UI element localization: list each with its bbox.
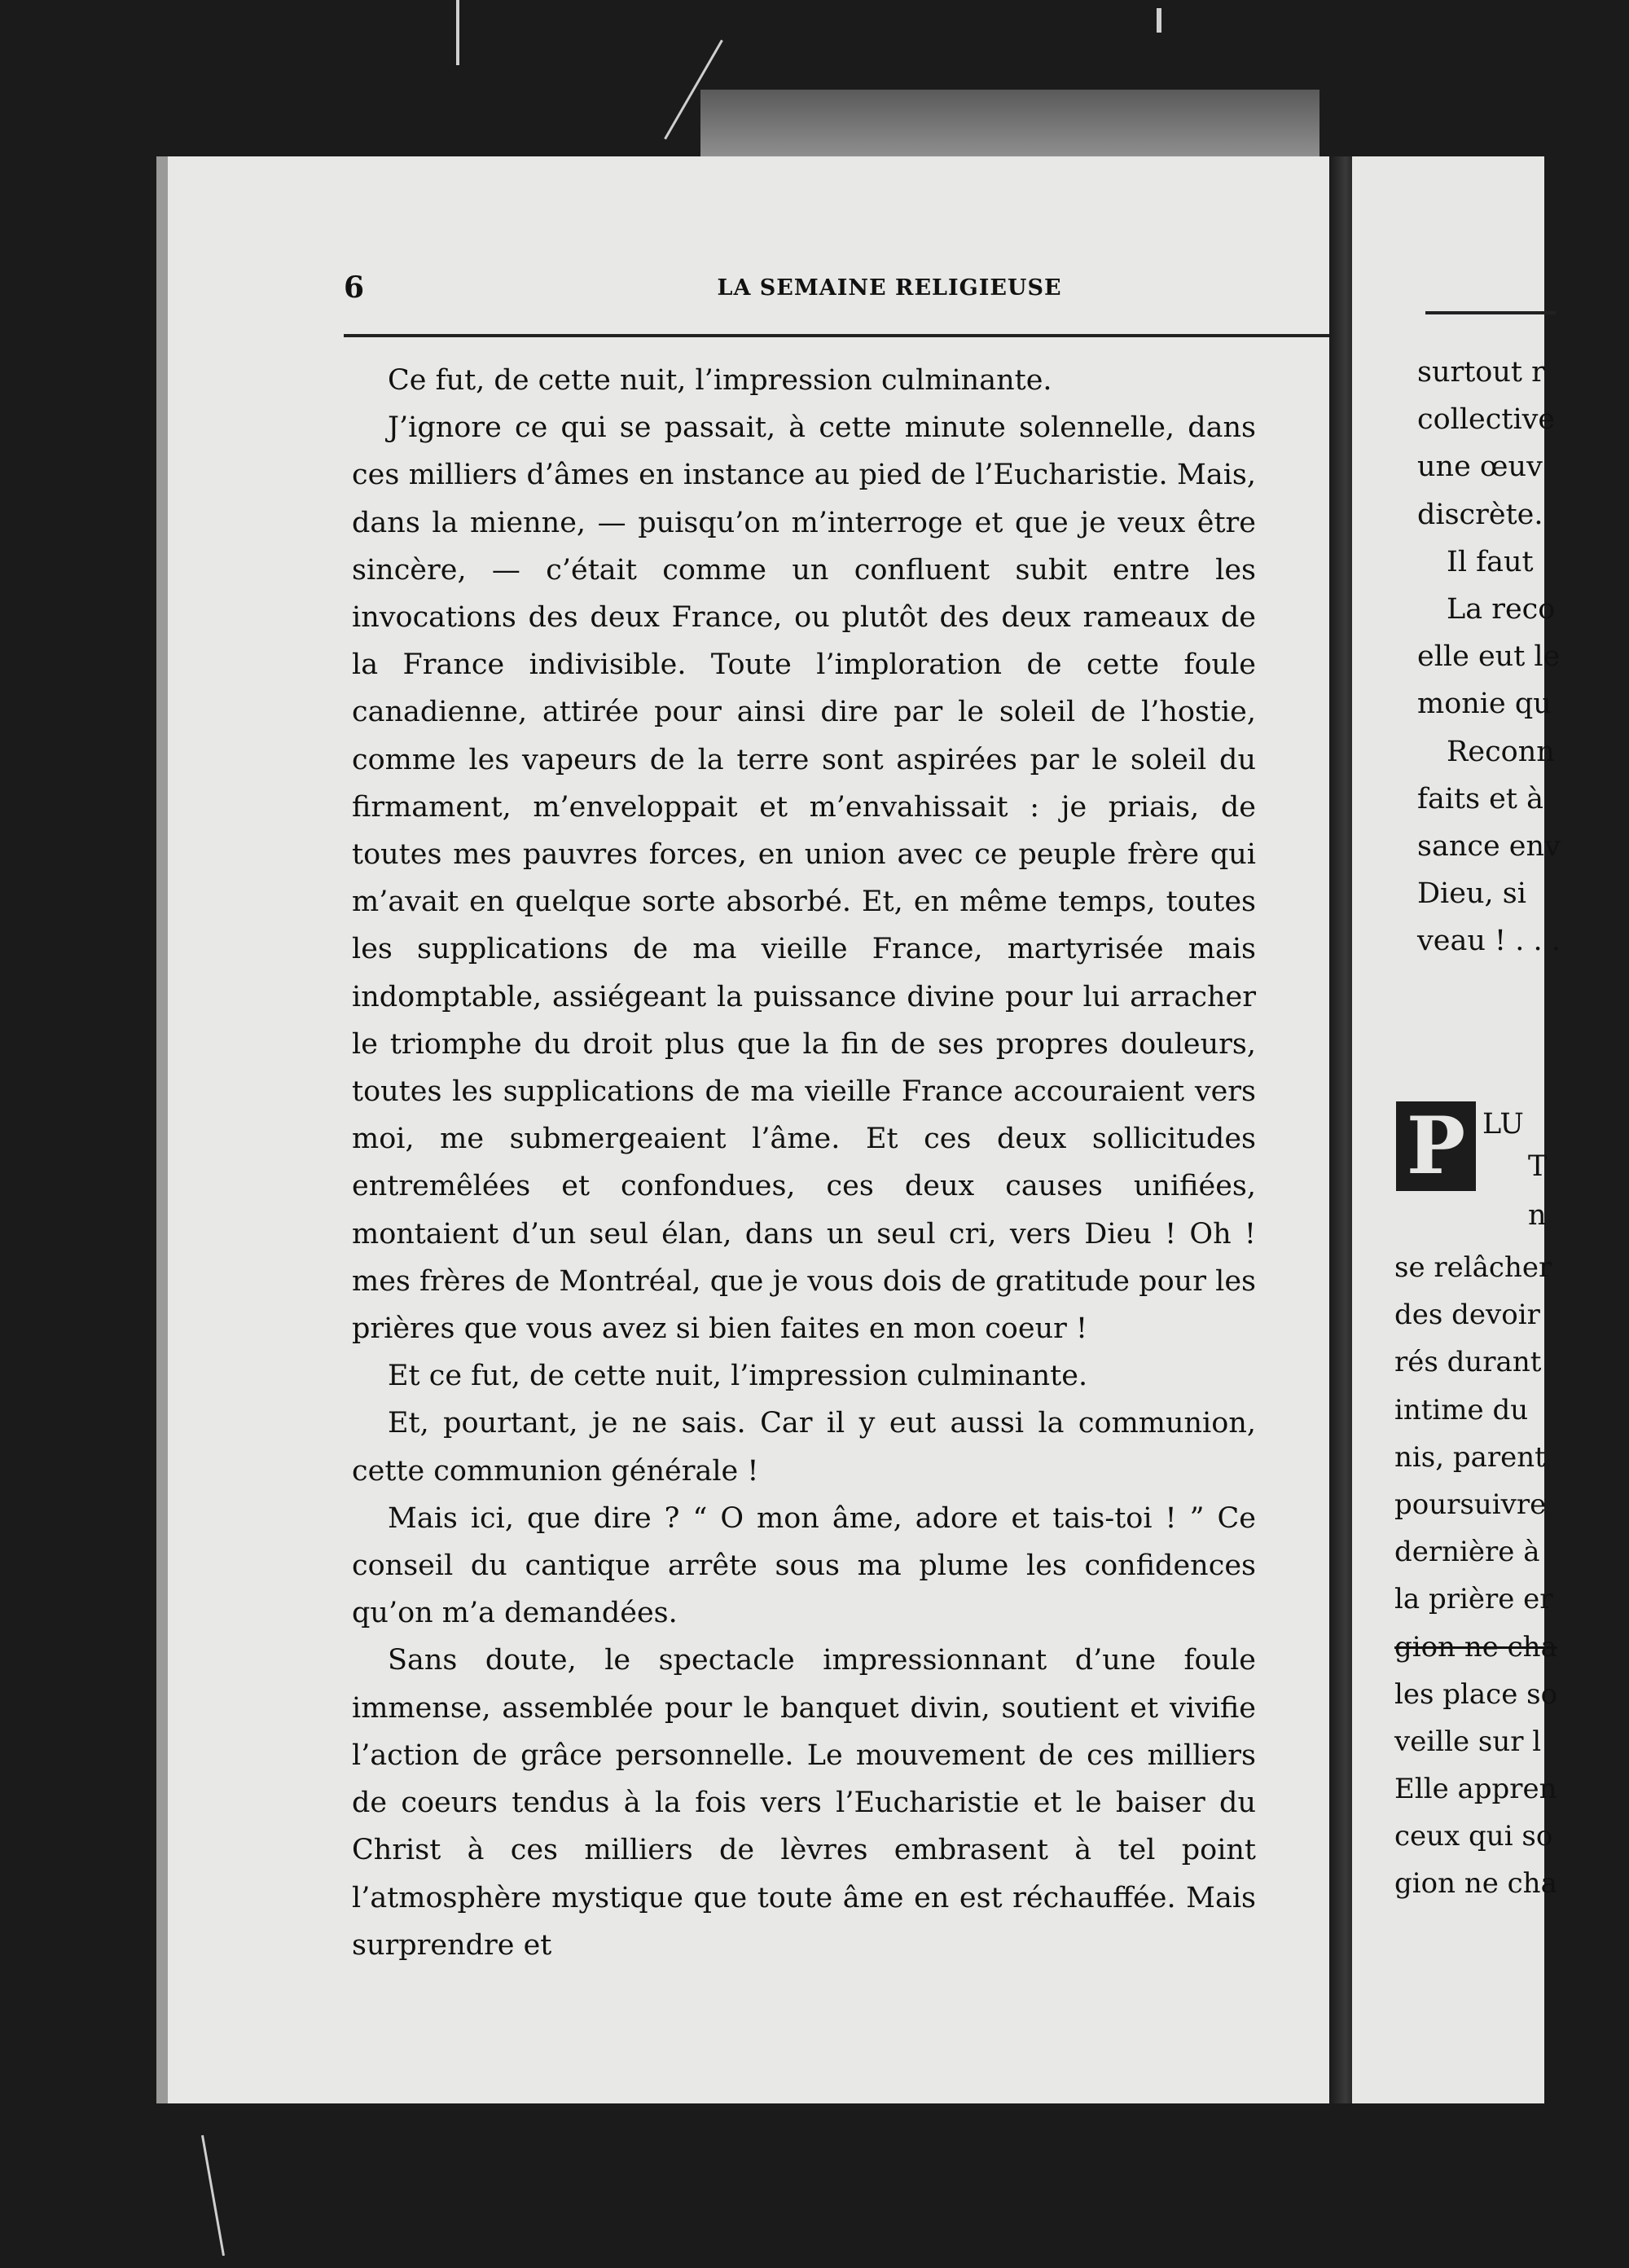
drop-cap-continuation: LU — [1482, 1108, 1524, 1141]
text-line: veille sur l — [1394, 1725, 1542, 1758]
page-header — [344, 270, 1403, 319]
text-line: discrète. — [1417, 498, 1543, 531]
drop-cap: P — [1396, 1101, 1476, 1191]
right-text-bottom — [1394, 1244, 1606, 1908]
text-line: gion ne cha — [1394, 1630, 1557, 1664]
film-scratch — [456, 0, 459, 65]
right-page — [1352, 156, 1561, 2103]
film-scratch — [201, 2135, 225, 2256]
text-line: elle eut le — [1417, 640, 1561, 674]
header-rule — [1425, 311, 1556, 314]
film-scratch — [1157, 8, 1161, 33]
text-line: La reco — [1447, 592, 1556, 626]
text-line: se relâcher — [1394, 1251, 1552, 1284]
text-line: surtout r — [1417, 356, 1545, 389]
body-text — [352, 357, 1256, 1969]
text-line: une œuv — [1417, 451, 1543, 484]
paragraph: Sans doute, le spectacle impressionnant d’une foule immense, assemblée pour le banquet divin, soutient et vivifie l’action de grâce personnelle. Le mouvement de ces milliers de coeurs tendus à la fois vers l’Eucharistie et le baiser du Christ à ces milliers de lèvres embrasent à tel point l’atmosphère mystique que toute âme en est réchauffée. Mais surprendre et — [352, 1644, 1256, 1962]
text-line: les place so — [1394, 1677, 1558, 1711]
text-line: dernière à — [1394, 1536, 1540, 1569]
text-line: poursuivre — [1394, 1488, 1547, 1521]
text-line: sance env — [1417, 829, 1561, 863]
text-line: collective — [1417, 403, 1556, 437]
right-text-top — [1417, 349, 1629, 965]
text-line: faits et à — [1417, 782, 1543, 815]
text-line: monie qu — [1417, 688, 1552, 721]
text-line: rés durant — [1394, 1346, 1542, 1379]
text-line: T — [1528, 1150, 1548, 1183]
text-line: Il faut — [1447, 545, 1534, 578]
left-page — [156, 156, 1329, 2103]
paragraph: Ce fut, de cette nuit, l’impression culminante. — [388, 364, 1052, 397]
header-rule — [344, 334, 1403, 337]
text-line: Elle appren — [1394, 1773, 1557, 1806]
text-line: Reconn — [1447, 735, 1555, 768]
paragraph: Et ce fut, de cette nuit, l’impression culminante. — [388, 1360, 1088, 1393]
text-line: n — [1528, 1199, 1547, 1232]
text-line: Dieu, si — [1417, 877, 1526, 911]
paragraph: Mais ici, que dire ? “ O mon âme, adore et tais-toi ! ” Ce conseil du cantique arrête sous ma plume les confidences qu’on m’a demandées. — [352, 1501, 1256, 1630]
paragraph: J’ignore ce qui se passait, à cette minute solennelle, dans ces milliers d’âmes en instance au pied de l’Eucharistie. Mais, dans la mienne, — puisqu’on m’interroge et que je veux être sincère, — c’était comme un confluent subit entre les invocations des deux France, ou plutôt des deux rameaux de la France indivisible. Toute l’imploration de cette foule canadienne, attirée pour ainsi dire par le soleil de l’hostie, comme les vapeurs de la terre sont aspirées par le soleil du firmament, m’enveloppait et m’envahissait : je priais, de toutes mes pauvres forces, en union avec ce peuple frère qui m’avait en quelque sorte absorbé. Et, en même temps, toutes les supplications de ma vieille France, martyrisée mais indomptable, assiégeant la puissance divine pour lui arracher le triomphe du droit plus que la fin de ses propres douleurs, toutes les supplications de ma vieille France accouraient vers moi, me submergeaient l’âme. Et ces deux sollicitudes entremêlées et confondues, ces deux causes unifiées, montaient d’un seul élan, dans un seul cri, vers Dieu ! Oh ! mes frères de Montréal, que je vous dois de gratitude pour les prières que vous avez si bien faites en mon coeur ! — [352, 411, 1256, 1346]
text-line: nis, parent — [1394, 1440, 1546, 1474]
running-title: LA SEMAINE RELIGIEUSE — [717, 275, 1062, 301]
text-line: gion ne cha — [1394, 1867, 1557, 1901]
page-number: 6 — [344, 270, 365, 305]
paragraph: Et, pourtant, je ne sais. Car il y eut aussi la communion, cette communion générale ! — [352, 1407, 1256, 1488]
text-line: veau ! . . . — [1417, 925, 1561, 958]
text-line: la prière er — [1394, 1583, 1553, 1616]
text-line: des devoir — [1394, 1299, 1540, 1332]
text-line: intime du — [1394, 1393, 1529, 1426]
text-line: ceux qui so — [1394, 1820, 1553, 1853]
